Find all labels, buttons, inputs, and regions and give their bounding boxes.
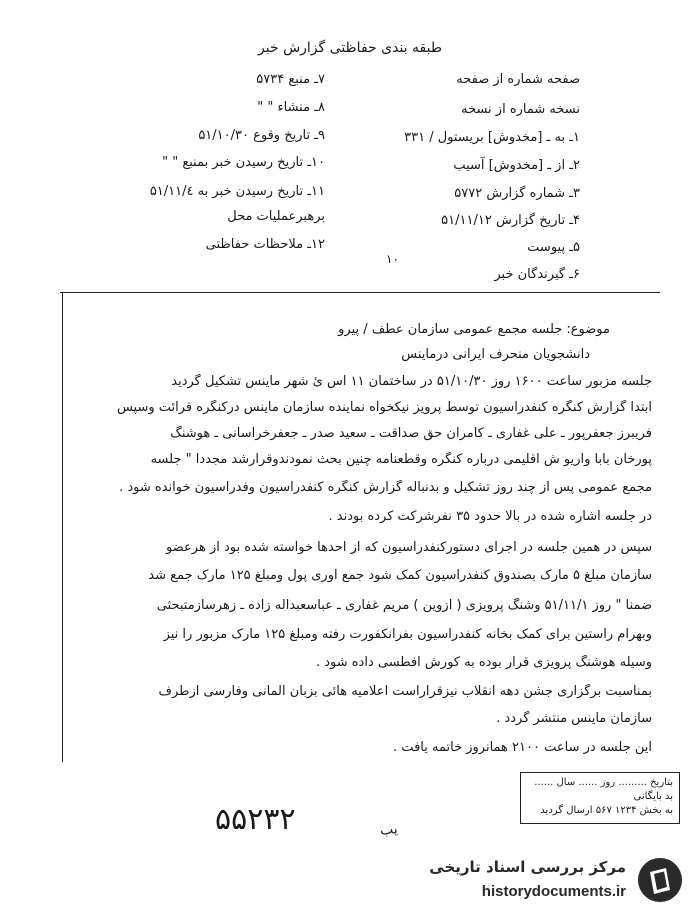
from-field: ۲ـ از ـ [مخدوش] آسیب — [453, 158, 580, 173]
attachment-field: ۵ـ پیوست — [527, 240, 580, 255]
body-line: وبهرام راستین برای کمک بخانه کنفدراسیون بفرانکفورت رفته ومبلغ ۱۲۵ مارک مزبور را نیز — [163, 627, 652, 642]
stray-mark: ۱۰ — [386, 252, 399, 266]
report-title: طبقه بندی حفاظتی گزارش خبر — [258, 40, 442, 56]
page-number-field: صفحه شماره از صفحه — [456, 72, 580, 87]
signature: یب — [379, 821, 399, 839]
body-line: سازمان مبلغ ۵ مارک بصندوق کنفدراسیون کمک شود جمع آوری پول ومبلغ ۱۲۵ مارک جمع شد — [148, 568, 652, 583]
report-number-field: ۳ـ شماره گزارش ۵۷۷۲ — [454, 186, 580, 201]
report-date-field: ۴ـ تاریخ گزارش ۵۱/۱۱/۱۲ — [441, 213, 580, 228]
source-receipt-date-field: ۱۰ـ تاریخ رسیدن خبر بمنبع " " — [162, 155, 325, 170]
body-line: جلسه مزبور ساعت ۱۶۰۰ روز ۵۱/۱۰/۳۰ در ساختمان ۱۱ اس ئ شهر ماینس تشکیل گردید — [171, 374, 652, 389]
stamp-archive-line: بد بایگانی — [633, 791, 673, 802]
copy-number-field: نسخه شماره از نسخه — [461, 102, 580, 117]
archive-stamp — [520, 772, 680, 824]
watermark-url: historydocuments.ir — [481, 883, 626, 900]
watermark-logo-icon — [636, 856, 684, 904]
body-line: ابتدا گزارش کنگره کنفدراسیون توسط پرویز نیکخواه نماینده سازمان ماینس درکنگره قرائت وسپس — [116, 400, 652, 415]
recipients-field: ۶ـ گیرندگان خبر — [494, 267, 580, 282]
body-line: فریبرز جعفرپور ـ علی غفاری ـ کامران حق صداقت ـ سعید صدر ـ جعفرخراسانی ـ هوشنگ — [170, 426, 652, 441]
body-line: پورخان بابا واریو ش اقلیمی درباره کنگره وقطعنامه چنین بحث نمودندوقرارشد مجددا " جلسه — [150, 452, 652, 467]
body-line: وسیله هوشنگ پرویزی قرار بوده به کورش افطسی داده شود . — [315, 655, 652, 670]
source-field: ۷ـ منبع ۵۷۳۴ — [256, 72, 325, 87]
body-line: در جلسه اشاره شده در بالا حدود ۳۵ نفرشرکت کرده بودند . — [328, 509, 652, 524]
occurrence-date-field: ۹ـ تاریخ وقوع ۵۱/۱۰/۳۰ — [198, 128, 325, 143]
watermark-org-name: مرکز بررسی اسناد تاریخی — [429, 858, 626, 876]
handwritten-number: ۵۵۲۳۲ — [215, 802, 296, 837]
body-line: ضمنا " روز ۵۱/۱۱/۱ وشنگ پرویزی ( ازوین ) مریم غفاری ـ عباسعبداله زاده ـ زهرسازمتبحثی — [156, 598, 652, 613]
subject-line: موضوع: جلسه مجمع عمومی سازمان عطف / پیرو — [338, 322, 610, 337]
security-notes-field: ۱۲ـ ملاحظات حفاظتی — [205, 237, 325, 252]
subject-line-2: دانشجویان منحرف ایرانی درماینس — [401, 347, 590, 362]
local-operations-field: برهبرعملیات محل — [227, 209, 325, 224]
body-line: بمناسبت برگزاری جشن دهه انقلاب نیزقراراست اعلامیه هائی بزبان آلمانی وفارسی ازطرف — [158, 684, 652, 699]
body-line: مجمع عمومی پس از چند روز تشکیل و بدنباله گزارش کنگره کنفدراسیون وفدراسیون خوانده شود . — [119, 480, 652, 495]
body-line: سپس در همین جلسه در اجرای دستورکنفدراسیون که از احدها خواسته شده بود از هرعضو — [166, 540, 652, 555]
receipt-date-field: ۱۱ـ تاریخ رسیدن خبر به ۵۱/۱۱/٤ — [149, 184, 325, 199]
header-divider — [60, 292, 660, 293]
stamp-date-line: بتاریخ ......... روز ...... سال ...... — [534, 777, 673, 788]
to-field: ۱ـ به ـ [مخدوش] بریستول / ۳۳۱ — [404, 130, 580, 145]
stamp-section-line: به بخش ۱۲۳۴ ۵۶۷ ارسال گردید — [540, 805, 673, 816]
body-line: سازمان ماینس منتشر گردد . — [496, 711, 652, 726]
origin-field: ۸ـ منشاء " " — [257, 100, 325, 115]
body-line: این جلسه در ساعت ۲۱۰۰ همانروز خاتمه یافت . — [393, 740, 652, 755]
